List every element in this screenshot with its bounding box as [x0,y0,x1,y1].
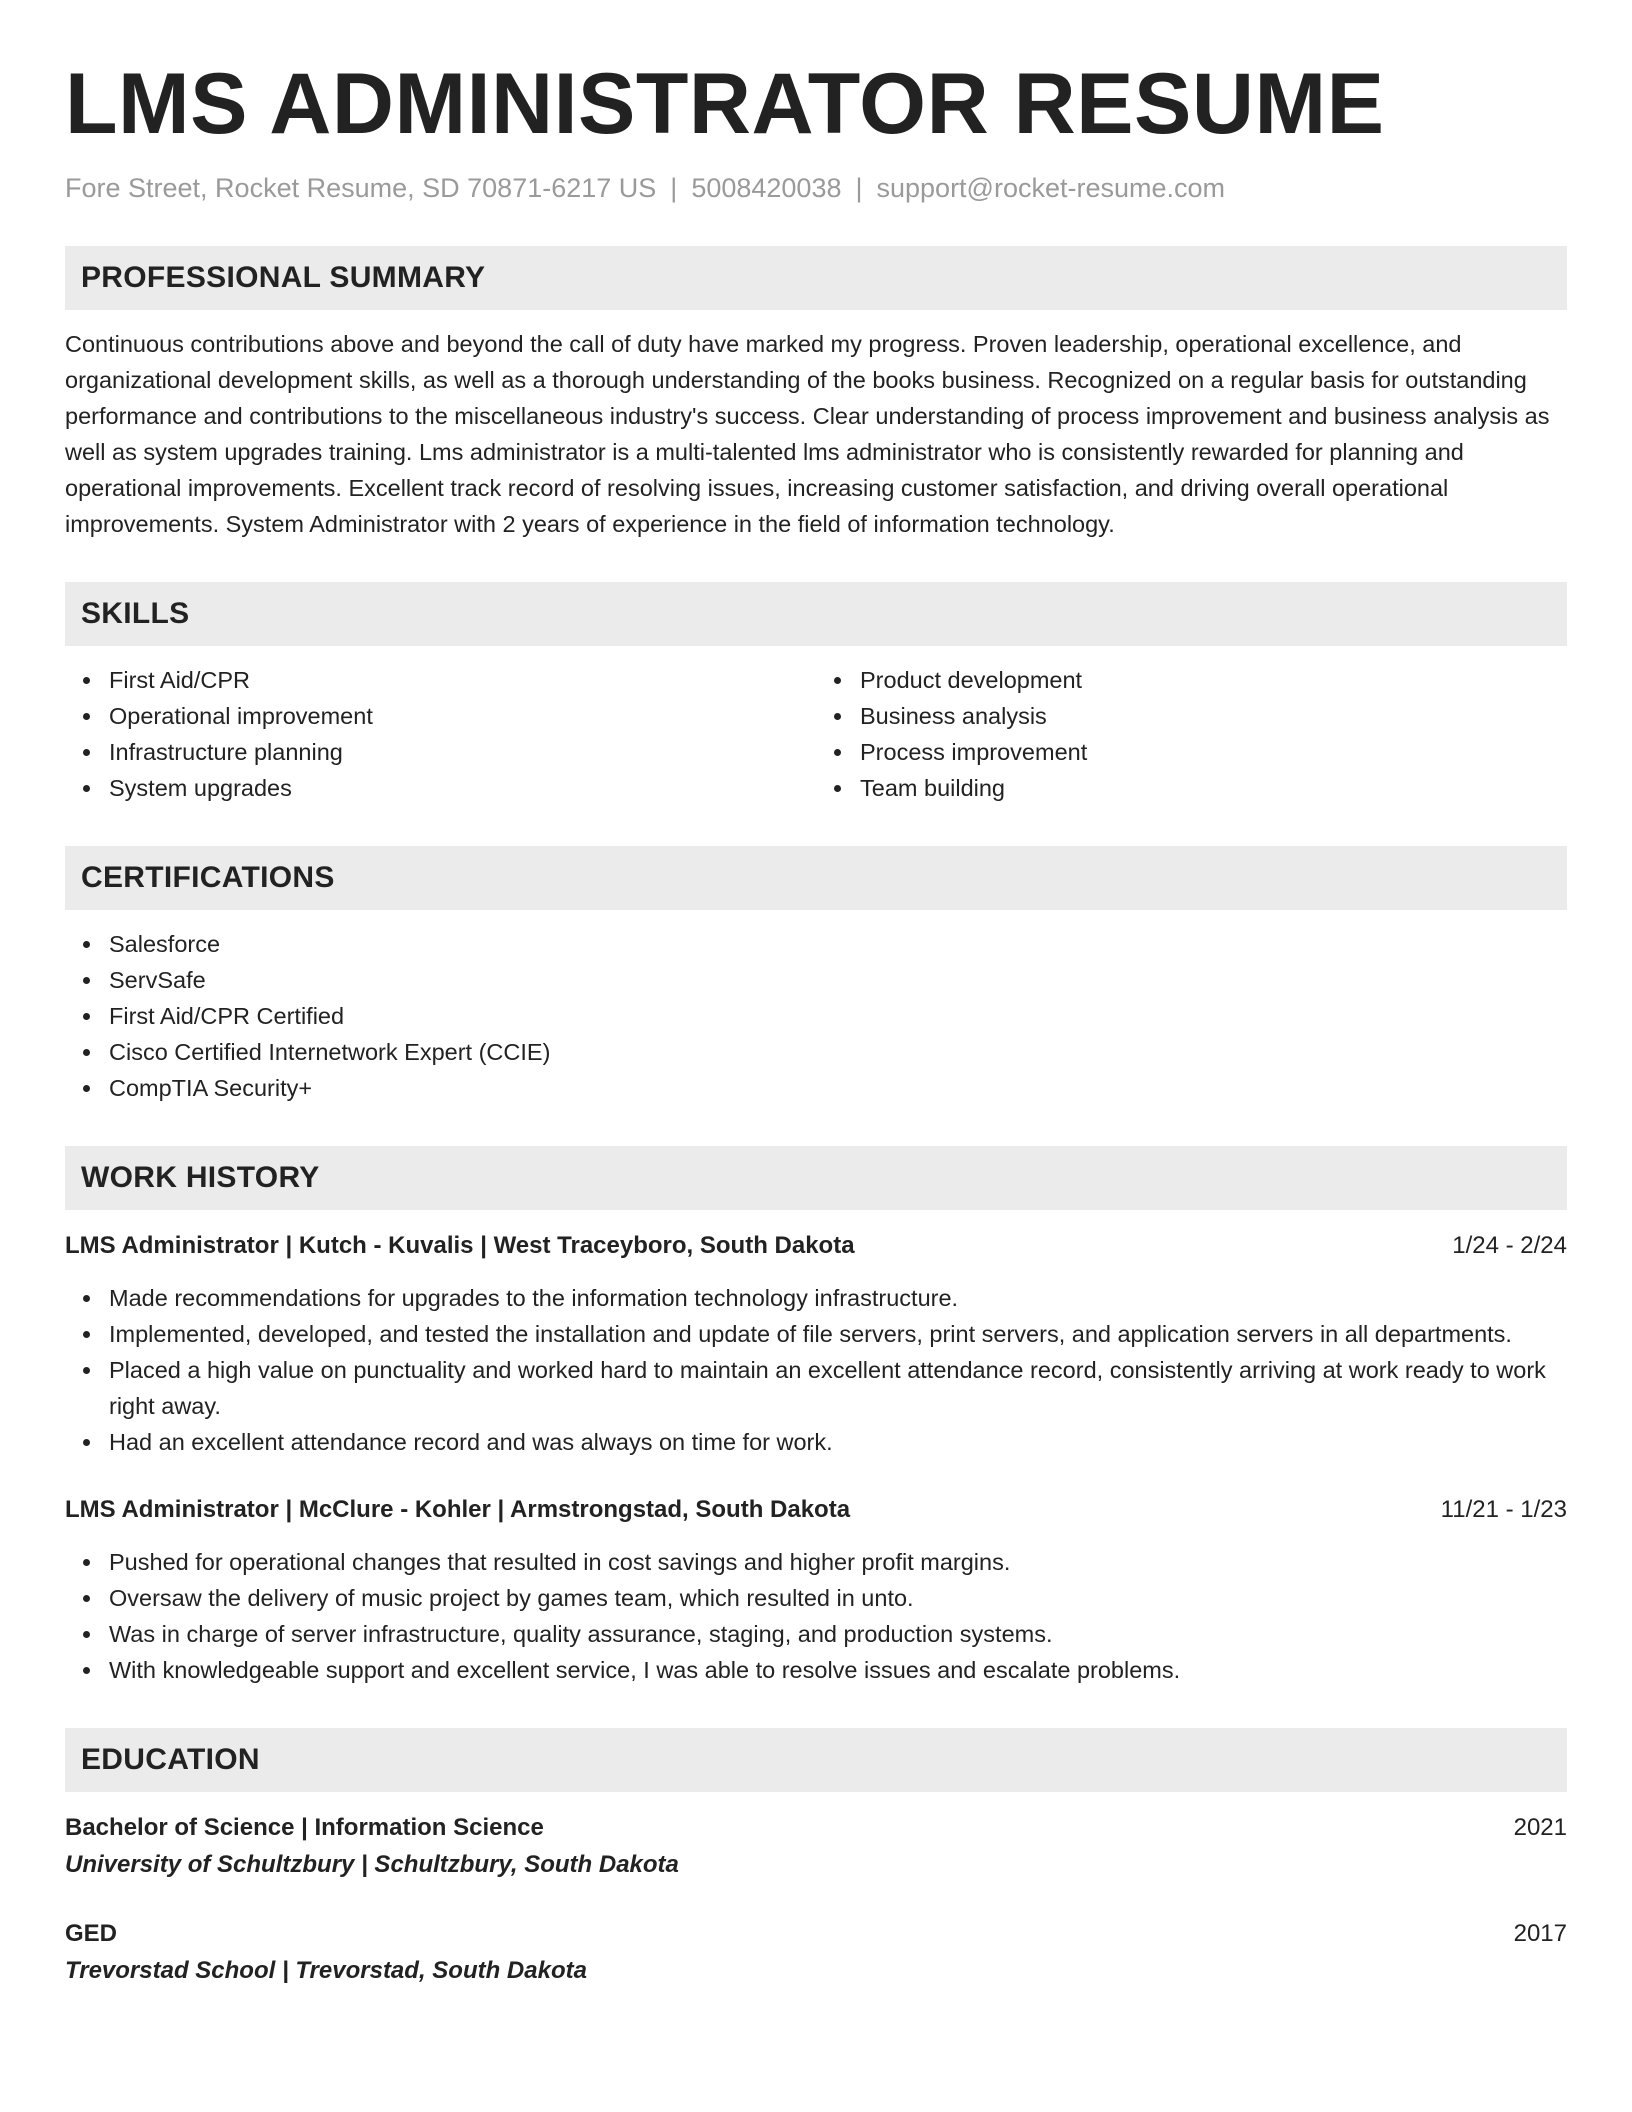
certification-item: Cisco Certified Internetwork Expert (CCIE) [109,1034,1567,1070]
section-title-skills: SKILLS [81,597,190,630]
skill-item: Team building [860,770,1567,806]
section-title-education: EDUCATION [81,1743,260,1776]
skill-item: Infrastructure planning [109,734,816,770]
skill-item: First Aid/CPR [109,662,816,698]
contact-address: Fore Street, Rocket Resume, SD 70871-6217 US [65,173,657,203]
job-dates: 1/24 - 2/24 [1452,1232,1567,1259]
summary-text: Continuous contributions above and beyond the call of duty have marked my progress. Proven leadership, operational excellence, and organizational development skills, as well as a thorough understanding of the books business. Recognized on a regular basis for outstanding performance and contributions to the miscellaneous industry's success. Clear understanding of process improvement and business analysis as well as system upgrades training. Lms administrator is a multi-talented lms administrator who is consistently rewarded for planning and operational improvements. Excellent track record of resolving issues, increasing customer satisfaction, and driving overall operational improvements. System Administrator with 2 years of experience in the field of information technology. [65,331,1550,537]
skills-list-left [65,662,816,806]
job-bullet: Placed a high value on punctuality and worked hard to maintain an excellent attendance record, consistently arriving at work ready to work right away. [109,1352,1567,1424]
job-bullet: Had an excellent attendance record and was always on time for work. [109,1424,1567,1460]
job-entry [65,1228,1567,1460]
contact-separator: | [670,173,678,203]
job-bullet: Was in charge of server infrastructure, quality assurance, staging, and production systems. [109,1616,1567,1652]
education-entry [65,1916,1567,1990]
certification-item: ServSafe [109,962,1567,998]
job-title: LMS Administrator | McClure - Kohler | Armstrongstad, South Dakota [65,1496,851,1523]
contact-line [65,170,1567,206]
skill-item: Process improvement [860,734,1567,770]
section-header-certifications [65,846,1567,910]
job-header [65,1228,1567,1264]
skill-item: System upgrades [109,770,816,806]
contact-phone: 5008420038 [691,173,842,203]
skills-grid [65,646,1567,806]
education-year: 2017 [1513,1920,1567,1947]
education-entry [65,1810,1567,1884]
job-header [65,1492,1567,1528]
section-title-summary: PROFESSIONAL SUMMARY [81,261,486,294]
section-header-summary [65,246,1567,310]
certifications-list [65,926,1567,1106]
job-bullet: Made recommendations for upgrades to the information technology infrastructure. [109,1280,1567,1316]
job-dates: 11/21 - 1/23 [1440,1496,1567,1523]
education-header [65,1916,1567,1952]
certification-item: Salesforce [109,926,1567,962]
skills-list-right [816,662,1567,806]
section-header-work-history [65,1146,1567,1210]
job-bullet: With knowledgeable support and excellent service, I was able to resolve issues and escalate problems. [109,1652,1567,1688]
contact-email: support@rocket-resume.com [876,173,1226,203]
skill-item: Product development [860,662,1567,698]
job-bullets [65,1280,1567,1460]
education-header [65,1810,1567,1846]
education-school: Trevorstad School | Trevorstad, South Dakota [65,1957,587,1984]
job-bullet: Pushed for operational changes that resulted in cost savings and higher profit margins. [109,1544,1567,1580]
job-bullet: Implemented, developed, and tested the installation and update of file servers, print servers, and application servers in all departments. [109,1316,1567,1352]
section-header-education [65,1728,1567,1792]
skill-item: Business analysis [860,698,1567,734]
section-header-skills [65,582,1567,646]
job-title: LMS Administrator | Kutch - Kuvalis | West Traceyboro, South Dakota [65,1232,855,1259]
section-title-certifications: CERTIFICATIONS [81,861,335,894]
certification-item: CompTIA Security+ [109,1070,1567,1106]
job-bullet: Oversaw the delivery of music project by games team, which resulted in unto. [109,1580,1567,1616]
education-degree: Bachelor of Science | Information Science [65,1814,544,1841]
job-bullets [65,1544,1567,1688]
education-degree: GED [65,1920,118,1947]
certification-item: First Aid/CPR Certified [109,998,1567,1034]
resume-title: LMS ADMINISTRATOR RESUME [65,56,1385,152]
job-entry [65,1492,1567,1688]
education-year: 2021 [1513,1814,1567,1841]
skill-item: Operational improvement [109,698,816,734]
section-title-work-history: WORK HISTORY [81,1161,320,1194]
contact-separator: | [855,173,863,203]
education-school: University of Schultzbury | Schultzbury, South Dakota [65,1851,679,1878]
